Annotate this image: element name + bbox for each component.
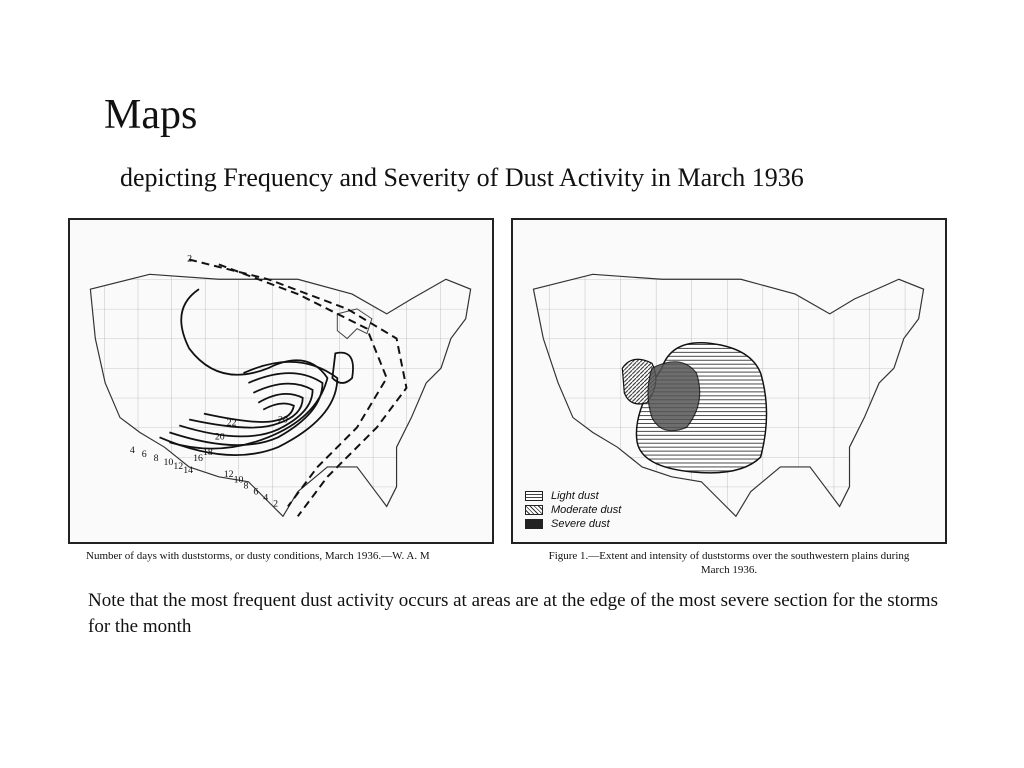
right-map-caption-line1: Figure 1.—Extent and intensity of duststorms over the southwestern plains during bbox=[548, 550, 910, 562]
contour-label: 4 bbox=[129, 445, 135, 457]
contour-label: 4 bbox=[263, 492, 269, 504]
right-map-caption bbox=[511, 550, 947, 578]
contour-label: 2 bbox=[273, 498, 279, 510]
slide-note: Note that the most frequent dust activity occurs at areas are at the edge of the most severe section for the storms for the month bbox=[88, 590, 938, 637]
duststorm-days-map-frame bbox=[68, 218, 494, 544]
contour-label: 2 bbox=[187, 253, 193, 265]
dust-intensity-map bbox=[511, 218, 947, 578]
dust-intensity-map-frame bbox=[511, 218, 947, 544]
contour-label: 20 bbox=[278, 414, 288, 426]
contour-label: 6 bbox=[141, 449, 147, 461]
contour-label: 12 bbox=[223, 468, 234, 480]
contour-label: 6 bbox=[253, 486, 259, 498]
slide-subtitle: depicting Frequency and Severity of Dust Activity in March 1936 bbox=[120, 163, 804, 192]
duststorm-days-map bbox=[68, 218, 494, 564]
contour-label: 14 bbox=[183, 464, 194, 476]
legend-label: Severe dust bbox=[551, 518, 610, 530]
right-map-caption-line2: March 1936. bbox=[700, 563, 758, 576]
contour-label: 8 bbox=[153, 453, 159, 465]
contour-label: 10 bbox=[163, 456, 174, 468]
contour-label: 22 bbox=[226, 417, 237, 429]
moderate-dust-swatch bbox=[525, 505, 543, 515]
left-map-caption: Number of days with duststorms, or dusty conditions, March 1936.—W. A. M bbox=[86, 550, 430, 562]
contour-label: 12 bbox=[173, 460, 184, 472]
legend-label: Moderate dust bbox=[551, 504, 622, 516]
legend-item-light bbox=[525, 490, 621, 502]
severe-dust-region bbox=[648, 362, 700, 431]
dust-legend bbox=[525, 488, 621, 530]
us-outline bbox=[90, 274, 470, 516]
contour-label: 8 bbox=[243, 480, 249, 492]
slide-title: Maps bbox=[104, 92, 198, 138]
contour-label: 10 bbox=[233, 474, 244, 486]
legend-item-severe bbox=[525, 518, 621, 530]
legend-label: Light dust bbox=[551, 490, 599, 502]
legend-item-moderate bbox=[525, 504, 621, 516]
contour-label: 16 bbox=[193, 453, 203, 465]
us-contour-map-svg bbox=[70, 220, 492, 542]
contour-label: 18 bbox=[202, 447, 213, 459]
light-dust-swatch bbox=[525, 491, 543, 501]
severe-dust-swatch bbox=[525, 519, 543, 529]
contour-label: 20 bbox=[214, 431, 225, 443]
